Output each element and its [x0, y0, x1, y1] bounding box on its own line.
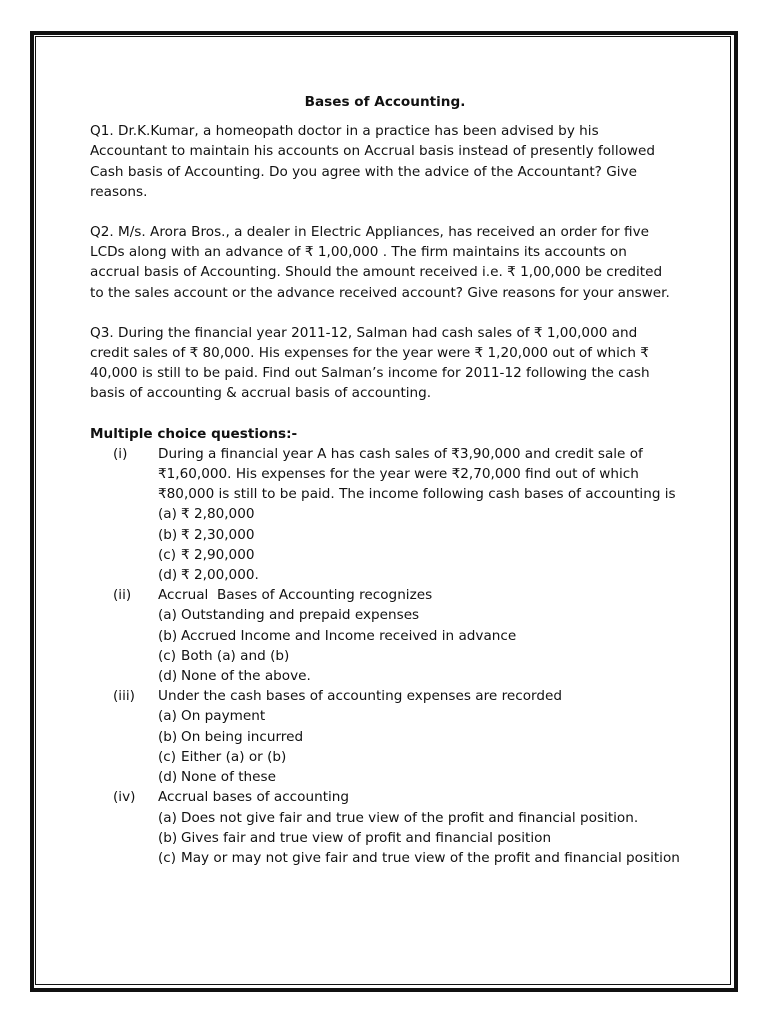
option-text: May or may not give fair and true view of the profit and financial position	[181, 849, 680, 866]
option-label: (a)	[158, 708, 177, 725]
mcq-option	[158, 666, 680, 686]
mcq-question-text: Under the cash bases of accounting expenses are recorded	[158, 688, 562, 705]
question-1: Q1. Dr.K.Kumar, a homeopath doctor in a practice has been advised by his Accountant to maintain his accounts on Accrual basis instead of presently followed Cash basis of Accounting. Do you agree with the advice of the Accountant? Give reasons.	[90, 123, 656, 200]
option-text: Outstanding and prepaid expenses	[181, 607, 420, 624]
mcq-question-text: Accrual bases of accounting	[158, 789, 350, 806]
mcq-option	[158, 504, 680, 524]
option-text: Accrued Income and Income received in advance	[181, 627, 517, 644]
option-label: (c)	[158, 748, 177, 765]
mcq-number: (i)	[113, 445, 128, 462]
mcq-option	[158, 848, 680, 868]
option-text: None of the above.	[181, 668, 311, 685]
mcq-item-4	[90, 787, 680, 868]
option-label: (d)	[158, 567, 178, 584]
question-3: Q3. During the financial year 2011-12, Salman had cash sales of ₹ 1,00,000 and credit sales of ₹ 80,000. His expenses for the year were ₹ 1,20,000 out of which ₹ 40,000 is still to be paid. Find out Salman’s income for 2011-12 following the cash basis of accounting & accrual basis of accounting.	[90, 324, 650, 402]
option-text: Either (a) or (b)	[181, 748, 287, 765]
mcq-option	[158, 646, 680, 666]
mcq-option	[158, 545, 680, 565]
mcq-option	[158, 727, 680, 747]
mcq-body	[158, 444, 680, 585]
mcq-option	[158, 525, 680, 545]
mcq-number: (iv)	[113, 789, 136, 806]
option-text: ₹ 2,80,000	[181, 506, 255, 523]
mcq-item-2	[90, 585, 680, 686]
mcq-option	[158, 605, 680, 625]
option-label: (a)	[158, 607, 177, 624]
mcq-question-text: Accrual Bases of Accounting recognizes	[158, 587, 433, 604]
page-title: Bases of Accounting.	[304, 94, 466, 110]
mcq-item-1	[90, 444, 680, 585]
option-text: ₹ 2,00,000.	[181, 567, 259, 584]
mcq-option	[158, 706, 680, 726]
mcq-option	[158, 626, 680, 646]
document-body	[90, 92, 680, 868]
option-label: (b)	[158, 728, 178, 745]
mcq-question-text: During a financial year A has cash sales of ₹3,90,000 and credit sale of ₹1,60,000. His expenses for the year were ₹2,70,000 find out of which ₹80,000 is still to be paid. The income following cash bases of accounting is	[158, 445, 676, 503]
option-text: ₹ 2,30,000	[181, 526, 255, 543]
option-text: ₹ 2,90,000	[181, 546, 255, 563]
mcq-number: (ii)	[113, 587, 132, 604]
option-text: Gives fair and true view of profit and financial position	[181, 829, 552, 846]
option-label: (a)	[158, 506, 177, 523]
option-text: On being incurred	[181, 728, 304, 745]
mcq-option	[158, 828, 680, 848]
option-label: (a)	[158, 809, 177, 826]
option-text: Both (a) and (b)	[181, 647, 290, 664]
mcq-option	[158, 767, 680, 787]
option-text: None of these	[181, 769, 276, 786]
option-label: (b)	[158, 627, 178, 644]
option-label: (c)	[158, 647, 177, 664]
mcq-body	[158, 787, 680, 868]
mcq-body	[158, 686, 680, 787]
option-label: (d)	[158, 668, 178, 685]
mcq-number: (iii)	[113, 688, 135, 705]
mcq-option	[158, 565, 680, 585]
mcq-heading: Multiple choice questions:-	[90, 425, 298, 442]
option-label: (b)	[158, 526, 178, 543]
option-text: On payment	[181, 708, 266, 725]
question-2: Q2. M/s. Arora Bros., a dealer in Electric Appliances, has received an order for five LCDs along with an advance of ₹ 1,00,000 . The firm maintains its accounts on accrual basis of Accounting. Should the amount received i.e. ₹ 1,00,000 be credited to the sales account or the advance received account? Give reasons for your answer.	[90, 224, 670, 301]
option-label: (d)	[158, 769, 178, 786]
option-label: (b)	[158, 829, 178, 846]
option-label: (c)	[158, 849, 177, 866]
mcq-option	[158, 747, 680, 767]
mcq-option	[158, 808, 680, 828]
option-label: (c)	[158, 546, 177, 563]
mcq-body	[158, 585, 680, 686]
option-text: Does not give fair and true view of the profit and financial position.	[181, 809, 639, 826]
mcq-item-3	[90, 686, 680, 787]
